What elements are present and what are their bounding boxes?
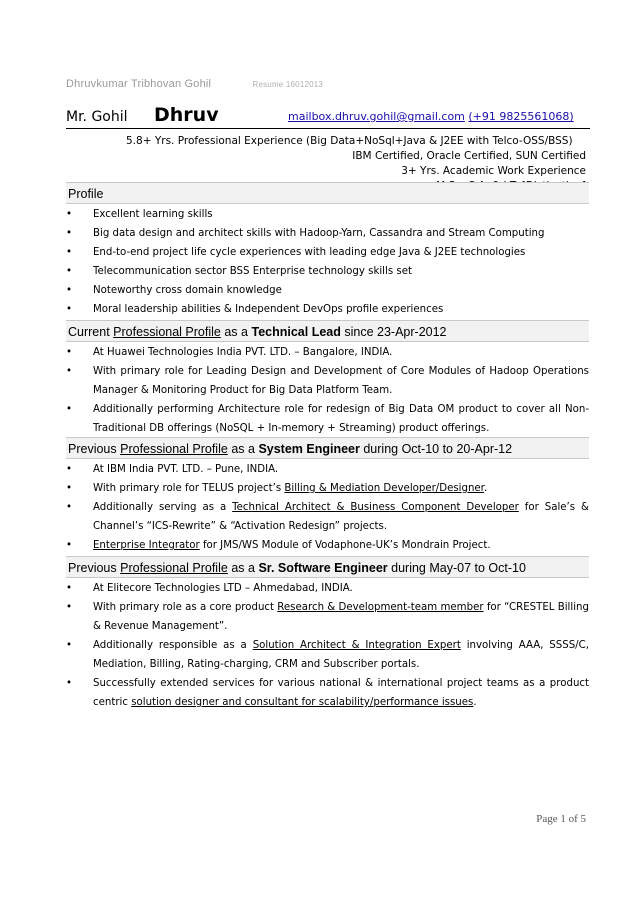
item-text: for Sale’s & Channel’s “ICS-Rewrite” & “Activation Redesign” projects.: [93, 502, 589, 532]
item-text: With primary role for TELUS project’s: [93, 483, 282, 494]
header-name: Dhruvkumar Tribhovan Gohil: [66, 78, 212, 90]
list-item: • At Elitecore Technologies LTD – Ahmedabad, INDIA.: [66, 579, 589, 598]
item-text: .: [483, 483, 488, 494]
item-text: .: [473, 697, 477, 708]
contact-info: [288, 110, 574, 123]
list-item: • Big data design and architect skills with Hadoop-Yarn, Cassandra and Stream Computing: [66, 224, 589, 243]
summary-line: 5.8+ Yrs. Professional Experience (Big Data+NoSql+Java & J2EE with Telco-OSS/BSS): [126, 135, 573, 147]
list-item: [66, 536, 589, 555]
resume-tag: Resume 16012013: [252, 80, 324, 89]
heading-mid: Professional Profile: [120, 561, 228, 575]
heading-period: since 23-Apr-2012: [344, 325, 447, 339]
list-item: • Telecommunication sector BSS Enterprise technology skills set: [66, 262, 589, 281]
item-text: Additionally serving as a: [93, 502, 227, 513]
summary-line: 3+ Yrs. Academic Work Experience: [401, 165, 586, 177]
list-item: [66, 674, 589, 712]
heading-mid: Professional Profile: [113, 325, 221, 339]
item-underlined: solution designer and consultant for scalability/performance issues: [131, 697, 474, 708]
item-text: involving AAA, SSSS/C, Mediation, Billing, Rating-charging, CRM and Subscriber portals.: [93, 640, 589, 670]
list-item: • At IBM India PVT. LTD. – Pune, INDIA.: [66, 460, 589, 479]
item-underlined: Enterprise Integrator: [93, 540, 200, 551]
list-item: • Noteworthy cross domain knowledge: [66, 281, 589, 300]
email-link[interactable]: mailbox.dhruv.gohil@gmail.com: [288, 110, 465, 123]
list-item: [66, 479, 589, 498]
section-title: Profile: [68, 187, 104, 201]
heading-role: System Engineer: [258, 442, 360, 456]
heading-period: during Oct-10 to 20-Apr-12: [363, 442, 513, 456]
list-item: [66, 598, 589, 636]
heading-prefix: Previous: [68, 561, 117, 575]
heading-role: Technical Lead: [251, 325, 341, 339]
current-list: [66, 343, 589, 438]
section-previous-2-heading: [66, 556, 589, 578]
heading-role: Sr. Software Engineer: [258, 561, 388, 575]
item-text: for “CRESTEL Billing & Revenue Management”.: [93, 602, 589, 632]
item-text: Successfully extended services for various national & international project teams as a product centric: [93, 678, 589, 708]
heading-mid: Professional Profile: [120, 442, 228, 456]
item-text: With primary role as a core product: [93, 602, 275, 613]
list-item: • At Huawei Technologies India PVT. LTD. – Bangalore, INDIA.: [66, 343, 589, 362]
heading-period: during May-07 to Oct-10: [391, 561, 526, 575]
item-text: for JMS/WS Module of Vodaphone-UK’s Mondrain Project.: [202, 540, 491, 551]
name-line: [66, 104, 590, 129]
list-item: [66, 498, 589, 536]
heading-as: as a: [231, 442, 255, 456]
name-first: Mr. Gohil: [66, 109, 128, 125]
item-underlined: Billing & Mediation Developer/Designer: [284, 483, 484, 494]
name-last: Dhruv: [154, 104, 219, 126]
previous-1-list: [66, 460, 589, 555]
page-number: Page 1 of 5: [536, 813, 586, 825]
heading-prefix: Current: [68, 325, 110, 339]
list-item: • Additionally performing Architecture role for redesign of Big Data OM product to cover all Non-Traditional DB offerings (NoSQL + In-memory + Streaming) product offerings.: [66, 400, 589, 438]
heading-prefix: Previous: [68, 442, 117, 456]
profile-list: [66, 205, 589, 319]
item-text: Additionally responsible as a: [93, 640, 247, 651]
previous-2-list: [66, 579, 589, 712]
item-underlined: Technical Architect & Business Component Developer: [232, 502, 519, 513]
item-underlined: Research & Development-team member: [277, 602, 484, 613]
list-item: • End-to-end project life cycle experiences with leading edge Java & J2EE technologies: [66, 243, 589, 262]
section-previous-1-heading: [66, 437, 589, 459]
item-underlined: Solution Architect & Integration Expert: [252, 640, 461, 651]
section-current-heading: [66, 320, 589, 342]
summary-line: IBM Certified, Oracle Certified, SUN Certified: [352, 150, 586, 162]
phone-link[interactable]: (+91 9825561068): [468, 110, 574, 123]
list-item: • With primary role for Leading Design and Development of Core Modules of Hadoop Operations Manager & Monitoring Product for Big Data Platform Team.: [66, 362, 589, 400]
section-profile-heading: [66, 182, 589, 204]
list-item: • Moral leadership abilities & Independent DevOps profile experiences: [66, 300, 589, 319]
heading-as: as a: [231, 561, 255, 575]
heading-as: as a: [224, 325, 248, 339]
document-header: [66, 78, 323, 90]
list-item: • Excellent learning skills: [66, 205, 589, 224]
list-item: [66, 636, 589, 674]
